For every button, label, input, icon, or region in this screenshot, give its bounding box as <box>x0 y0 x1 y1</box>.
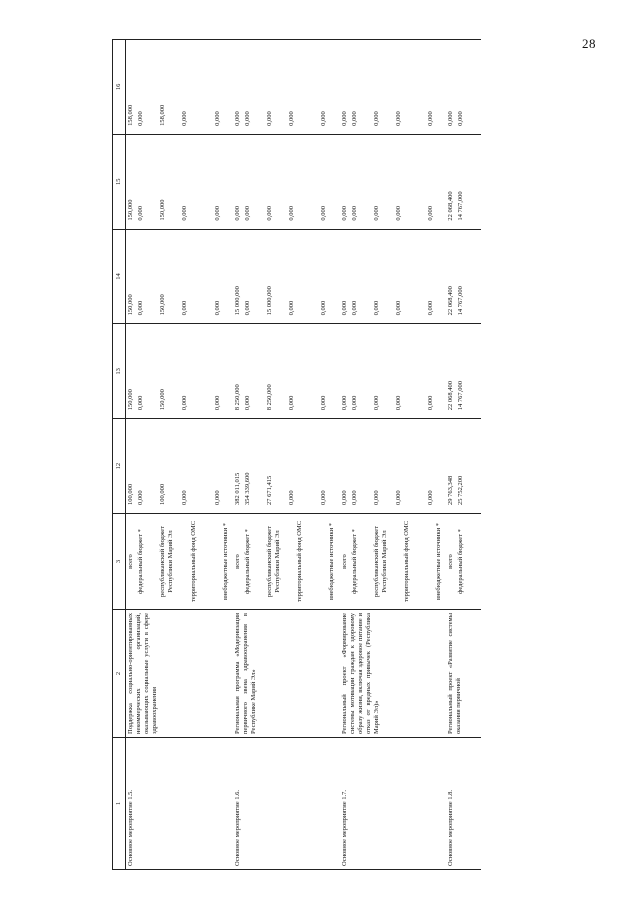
amount-value: 0,000 <box>213 300 221 316</box>
amount-value: 8 250,000 <box>266 384 273 411</box>
amount-value: 0,000 <box>243 111 251 126</box>
amount-value: 0,000 <box>137 395 145 411</box>
amount-value: 158,000 <box>127 104 134 126</box>
activity-description-cell: Региональный проект «Формирование системы мотивации граждан к здоровому образу жизни, включая здоровое питание и отказ от вредных привычек (Республика Марий Эл)» <box>340 610 447 738</box>
amount-value: 0,000 <box>181 111 189 126</box>
activity-id-cell: Основное мероприятие 1.8. <box>446 738 480 870</box>
amount-value: 0,000 <box>427 111 434 126</box>
amount-value: 0,000 <box>340 300 348 316</box>
value-cell <box>126 324 233 419</box>
amount-value: 0,000 <box>340 111 348 126</box>
amount-value: 22 068,400 <box>447 380 455 411</box>
amount-value: 0,000 <box>320 111 328 126</box>
funding-source-label: всего <box>233 554 241 569</box>
amount-value: 0,000 <box>427 490 434 505</box>
value-cell <box>233 229 340 324</box>
value-cell <box>233 419 340 514</box>
amount-value: 0,000 <box>372 111 380 126</box>
table-row <box>233 40 340 870</box>
amount-value: 14 767,000 <box>457 380 465 411</box>
header-cell: 16 <box>113 40 126 135</box>
amount-value: 0,000 <box>213 395 221 411</box>
value-cell <box>340 229 447 324</box>
activity-id-cell: Основное мероприятие 1.6. <box>233 738 340 870</box>
amount-value: 0,000 <box>320 490 328 505</box>
amount-value: 0,000 <box>181 490 189 505</box>
amount-value: 0,000 <box>181 300 189 316</box>
activity-id-cell: Основное мероприятие 1.5. <box>126 738 233 870</box>
funding-source-label: федеральный бюджет * <box>137 529 145 594</box>
amount-value: 0,000 <box>320 300 328 316</box>
amount-value: 158,000 <box>159 104 167 126</box>
amount-value: 0,000 <box>394 490 402 505</box>
amount-value: 0,000 <box>137 490 145 505</box>
value-cell <box>233 134 340 229</box>
amount-value: 15 000,000 <box>266 286 273 316</box>
amount-value: 0,000 <box>350 111 358 126</box>
amount-value: 0,000 <box>394 300 402 316</box>
amount-value: 100,000 <box>127 483 134 505</box>
funding-source-label: внебюджетные источники * <box>221 523 229 600</box>
value-cell <box>126 40 233 135</box>
value-cell <box>446 324 480 419</box>
amount-value: 0,000 <box>137 205 145 221</box>
funding-source-label: республиканский бюджет Республики Марий Эл <box>266 526 282 598</box>
amount-value: 0,000 <box>243 205 251 221</box>
amount-value: 0,000 <box>288 395 296 411</box>
amount-value: 100,000 <box>159 483 167 505</box>
amount-value: 0,000 <box>288 205 296 221</box>
funding-source-label: республиканский бюджет Республики Марий Эл <box>372 526 388 598</box>
amount-value: 0,000 <box>181 205 189 221</box>
amount-value: 150,000 <box>127 294 134 316</box>
amount-value: 29 763,348 <box>447 475 455 505</box>
funding-source-label: федеральный бюджет * <box>243 529 251 594</box>
amount-value: 22 068,400 <box>447 191 455 221</box>
amount-value: 0,000 <box>137 300 145 316</box>
funding-source-label: федеральный бюджет * <box>457 529 465 594</box>
value-cell <box>126 134 233 229</box>
amount-value: 150,000 <box>159 294 167 316</box>
amount-value: 0,000 <box>266 205 273 221</box>
amount-value: 0,000 <box>233 205 241 221</box>
amount-value: 0,000 <box>288 111 296 126</box>
value-cell <box>126 419 233 514</box>
table-row <box>446 40 480 870</box>
amount-value: 150,000 <box>127 389 134 411</box>
value-cell <box>446 40 480 135</box>
amount-value: 25 752,200 <box>457 475 465 505</box>
amount-value: 0,000 <box>288 490 296 505</box>
funding-source-label: всего <box>340 554 348 569</box>
header-cell: 15 <box>113 134 126 229</box>
amount-value: 0,000 <box>340 205 348 221</box>
table-body <box>126 40 481 870</box>
activity-description-cell: Поддержка социально-ориентированных некоммерческих организаций, оказывающих социальные услуги в сфере здравоохранения <box>126 610 233 738</box>
funding-source-cell <box>446 514 480 610</box>
value-cell <box>340 40 447 135</box>
funding-source-label: территориальный фонд ОМС <box>403 520 410 603</box>
amount-value: 0,000 <box>233 111 241 126</box>
amount-value: 15 000,000 <box>233 286 241 316</box>
amount-value: 14 767,000 <box>457 191 465 221</box>
amount-value: 0,000 <box>213 111 221 126</box>
amount-value: 354 339,600 <box>243 472 251 505</box>
amount-value: 0,000 <box>340 395 348 411</box>
amount-value: 0,000 <box>288 300 296 316</box>
budget-table <box>112 39 481 870</box>
header-row <box>113 40 126 870</box>
header-cell: 12 <box>113 419 126 514</box>
table-row <box>340 40 447 870</box>
amount-value: 0,000 <box>213 205 221 221</box>
header-cell: 14 <box>113 229 126 324</box>
value-cell <box>340 324 447 419</box>
header-cell: 13 <box>113 324 126 419</box>
activity-id-cell: Основное мероприятие 1.7. <box>340 738 447 870</box>
amount-value: 0,000 <box>427 205 434 221</box>
value-cell <box>340 134 447 229</box>
amount-value: 0,000 <box>137 111 145 126</box>
funding-source-cell <box>126 514 233 610</box>
funding-source-label: всего <box>447 554 455 569</box>
funding-source-label: внебюджетные источники * <box>435 523 443 600</box>
amount-value: 0,000 <box>394 205 402 221</box>
funding-source-cell <box>340 514 447 610</box>
activity-description-cell: Региональный проект «Развитие системы оказания первичной <box>446 610 480 738</box>
value-cell <box>126 229 233 324</box>
value-cell <box>340 419 447 514</box>
amount-value: 0,000 <box>394 111 402 126</box>
funding-source-label: республиканский бюджет Республики Марий Эл <box>159 526 175 598</box>
amount-value: 0,000 <box>447 111 455 126</box>
amount-value: 0,000 <box>266 111 273 126</box>
amount-value: 0,000 <box>427 300 434 316</box>
amount-value: 0,000 <box>350 395 358 411</box>
amount-value: 0,000 <box>372 395 380 411</box>
header-cell: 1 <box>113 738 126 870</box>
value-cell <box>233 324 340 419</box>
amount-value: 0,000 <box>350 300 358 316</box>
activity-description-cell: Региональная программа «Модернизация первичного звена здравоохранения в Республике Марий Эл» <box>233 610 340 738</box>
amount-value: 0,000 <box>394 395 402 411</box>
funding-source-label: всего <box>127 554 134 569</box>
value-cell <box>446 419 480 514</box>
amount-value: 150,000 <box>159 199 167 221</box>
rotated-table-container <box>112 40 544 870</box>
value-cell <box>446 134 480 229</box>
header-cell: 3 <box>113 514 126 610</box>
amount-value: 0,000 <box>243 395 251 411</box>
amount-value: 150,000 <box>127 199 134 221</box>
amount-value: 8 250,000 <box>233 384 241 411</box>
funding-source-label: территориальный фонд ОМС <box>296 520 304 603</box>
amount-value: 0,000 <box>213 490 221 505</box>
amount-value: 0,000 <box>340 490 348 505</box>
amount-value: 0,000 <box>181 395 189 411</box>
amount-value: 14 767,000 <box>457 286 465 316</box>
page-number: 28 <box>582 36 596 51</box>
funding-source-label: федеральный бюджет * <box>350 529 358 594</box>
amount-value: 0,000 <box>372 205 380 221</box>
value-cell <box>233 40 340 135</box>
amount-value: 0,000 <box>457 111 465 126</box>
table-row <box>126 40 233 870</box>
amount-value: 22 068,400 <box>447 286 455 316</box>
amount-value: 0,000 <box>320 395 328 411</box>
amount-value: 0,000 <box>372 300 380 316</box>
value-cell <box>446 229 480 324</box>
amount-value: 27 671,415 <box>266 475 273 505</box>
amount-value: 0,000 <box>320 205 328 221</box>
amount-value: 150,000 <box>159 389 167 411</box>
amount-value: 0,000 <box>350 490 358 505</box>
funding-source-label: внебюджетные источники * <box>328 523 336 600</box>
amount-value: 0,000 <box>427 395 434 411</box>
funding-source-cell <box>233 514 340 610</box>
header-cell: 2 <box>113 610 126 738</box>
amount-value: 382 011,015 <box>233 472 241 505</box>
amount-value: 0,000 <box>350 205 358 221</box>
amount-value: 0,000 <box>372 490 380 505</box>
funding-source-label: территориальный фонд ОМС <box>189 520 197 603</box>
amount-value: 0,000 <box>243 300 251 316</box>
